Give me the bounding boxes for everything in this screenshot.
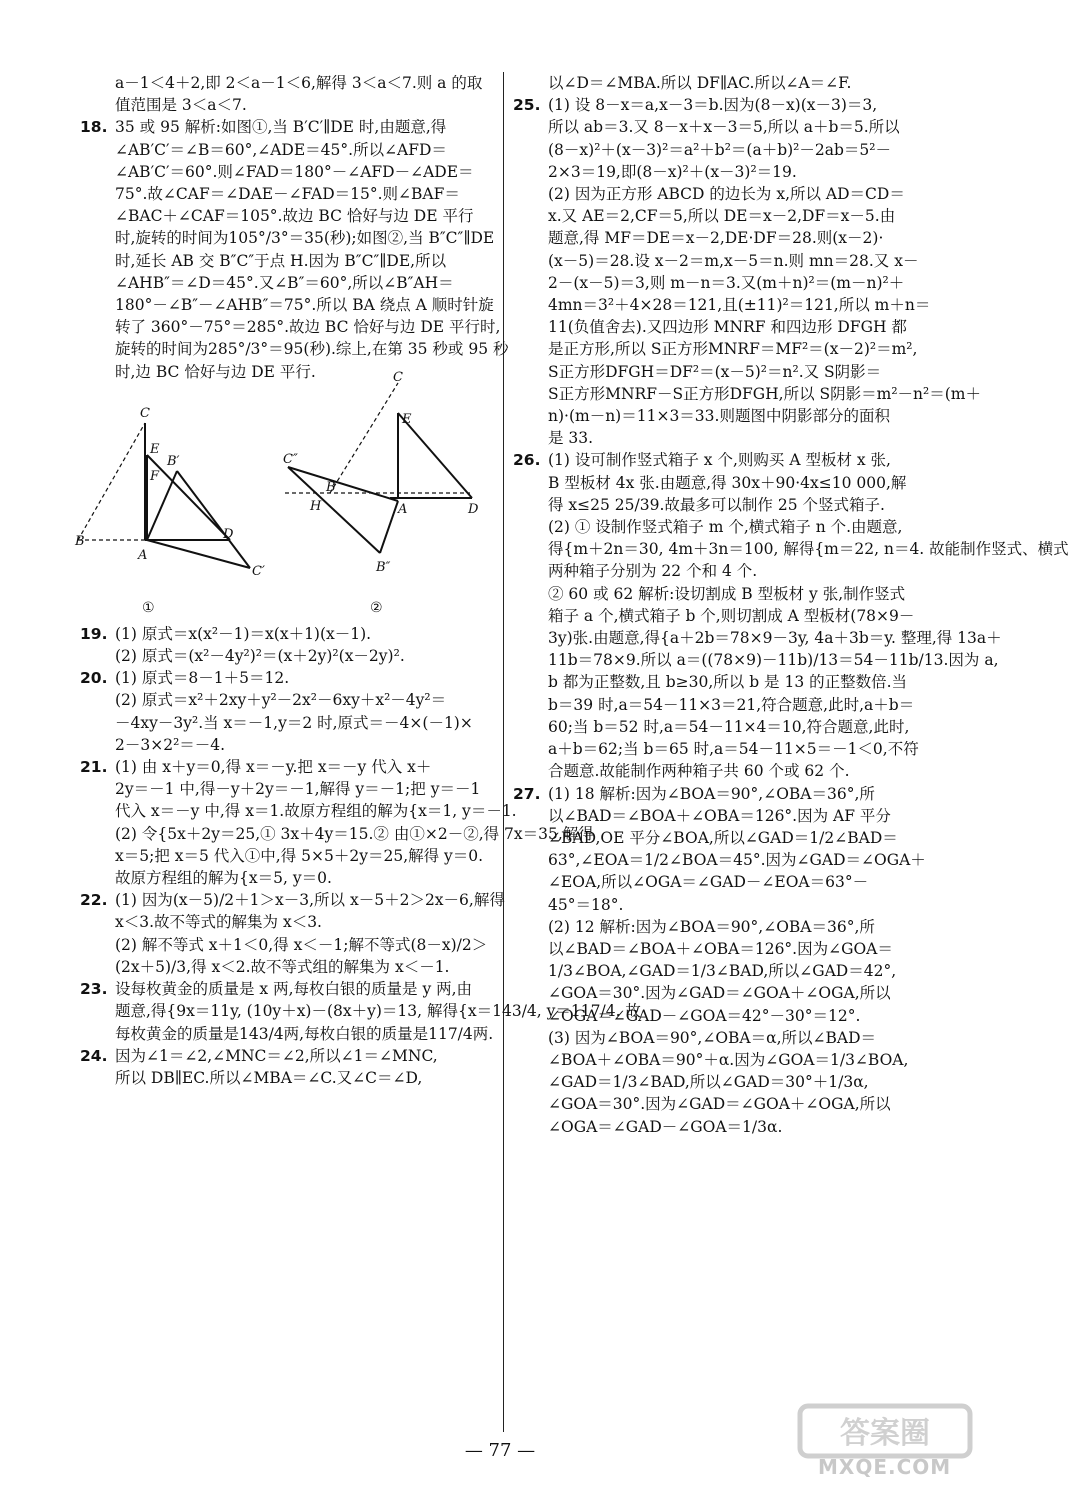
watermark-text: MXQE.COM [818, 1455, 952, 1479]
svg-text:C: C [140, 405, 150, 421]
figure-2-caption: ② [370, 599, 383, 616]
question-19: 19. (1) 原式＝x(x²－1)＝x(x＋1)(x－1). (2) 原式＝(x²－4y²)²＝(x＋2y)²(x－2y)². [80, 624, 405, 666]
question-27: 27. (1) 18 解析:因为∠BOA＝90°,∠OBA＝36°,所 以∠BAD＝∠BOA＋∠OBA＝126°.因为 AF 平分 ∠BAD,OE 平分∠BOA,所以∠GAD＝1/2∠BAD＝ 63°,∠EOA＝1/2∠BOA＝45°.因为∠GAD＝∠OGA＋ ∠EOA,所以∠OGA＝∠GAD－∠EOA＝63°－ 45°＝18°. (2) 12 解析:因为∠BOA＝90°,∠OBA＝36°,所 以∠BAD＝∠BOA＋∠OBA＝126°.因为∠GOA＝ 1/3∠BOA,∠GAD＝1/3∠BAD,所以∠GAD＝42°, ∠GOA＝30°.因为∠GAD＝∠GOA＋∠OGA,所以 ∠OGA＝∠GAD－∠GOA＝42°－30°＝12°. (3) 因为∠BOA＝90°,∠OBA＝α,所以∠BAD＝ ∠BOA＋∠OBA＝90°＋α.因为∠GOA＝1/3∠BOA, ∠GAD＝1/3∠BAD,所以∠GAD＝30°＋1/3α, ∠GOA＝30°.因为∠GAD＝∠GOA＋∠OGA,所以 ∠OGA＝∠GAD－∠GOA＝1/3α. [513, 784, 926, 1136]
question-20: 20. (1) 原式＝8－1＋5＝12. (2) 原式＝x²＋2xy＋y²－2x²－6xy＋x²－4y²＝ －4xy－3y².当 x＝－1,y＝2 时,原式＝－4×(－1)× 2－3×2²＝－4. [80, 669, 473, 754]
left-column [75, 72, 641, 1089]
svg-text:A: A [398, 501, 408, 517]
text-line: a－1＜4＋2,即 2＜a－1＜6,解得 3＜a＜7.则 a 的取 [115, 74, 483, 92]
figures [75, 369, 495, 623]
text-line: 以∠D＝∠MBA.所以 DF∥AC.所以∠A＝∠F. [548, 74, 852, 92]
svg-text:H: H [310, 498, 322, 514]
question-26: 26. (1) 设可制作竖式箱子 x 个,则购买 A 型板材 x 张, B 型板材 4x 张.由题意,得 30x＋90·4x≤10 000,解 得 x≤25 25/39.故最多可以制作 25 个竖式箱子. (2) ① 设制作竖式箱子 m 个,横式箱子 n 个.由题意, 得{m＋2n＝30, 4m＋3n＝100, 解得{m＝22, n＝4. 故能制作竖式、横式 两种箱子分别为 22 个和 4 个. ② 60 或 62 解析:设切割成 B 型板材 y 张,制作竖式 箱子 a 个,横式箱子 b 个,则切割成 A 型板材(78×9－ 3y)张.由题意,得{a＋2b＝78×9－3y, 4a＋3b＝y. 整理,得 13a＋ 11b＝78×9.所以 a＝((78×9)－11b)/13＝54－11b/13.因为 a, b 都为正整数,且 b≥30,所以 b 是 13 的正整数倍.当 b＝39 时,a＝54－11×3＝21,符合题意,此时,a＋b＝ 60;当 b＝52 时,a＝54－11×4＝10,符合题意,此时, a＋b＝62;当 b＝65 时,a＝54－11×5＝－1＜0,不符 合题意.故能制作两种箱子共 60 个或 62 个. [513, 451, 1069, 781]
question-18: 18. 35 或 95 解析:如图①,当 B′C′∥DE 时,由题意,得 ∠AB′C′＝∠B＝60°,∠ADE＝45°.所以∠AFD＝ ∠AB′C′＝60°.则∠FAD＝180°－∠AFD－∠ADE＝ 75°.故∠CAF＝∠DAE－∠FAD＝15°.则∠BAF＝ ∠BAC＋∠CAF＝105°.故边 BC 恰好与边 DE 平行 时,旋转的时间为105°/3°＝35(秒);如图②,当 B″C″∥DE 时,延长 AB 交 B″C″于点 H.因为 B″C″∥DE,所以 ∠AHB″＝∠D＝45°.又∠B″＝60°,所以∠B″AH＝ 180°－∠B″－∠AHB″＝75°.所以 BA 绕点 A 顺时针旋 转了 360°－75°＝285°.故边 BC 恰好与边 DE 平行时, 旋转的时间为285°/3°＝95(秒).综上,在第 35 秒或 95 秒 时,边 BC 恰好与边 DE 平行. [80, 118, 509, 381]
svg-text:F: F [150, 468, 160, 484]
svg-text:B′: B′ [167, 453, 180, 469]
svg-text:B: B [75, 533, 85, 549]
question-24: 24. 因为∠1＝∠2,∠MNC＝∠2,所以∠1＝∠MNC, 所以 DB∥EC.所以∠MBA＝∠C.又∠C＝∠D, [80, 1046, 438, 1087]
geometry-figures [75, 369, 495, 623]
svg-text:C″: C″ [283, 451, 298, 467]
svg-text:D: D [468, 501, 479, 517]
svg-text:D: D [223, 526, 234, 542]
page-number: — 77 — [464, 1440, 536, 1461]
svg-text:B″: B″ [376, 559, 391, 575]
question-23: 23. 设每枚黄金的质量是 x 两,每枚白银的质量是 y 两,由 题意,得{9x＝11y, (10y＋x)－(8x＋y)＝13, 解得{x＝143/4, y＝117/4. 故 每枚黄金的质量是143/4两,每枚白银的质量是117/4两. [80, 980, 641, 1043]
question-25: 25. (1) 设 8－x＝a,x－3＝b.因为(8－x)(x－3)＝3, 所以 ab＝3.又 8－x＋x－3＝5,所以 a＋b＝5.所以 (8－x)²＋(x－3)²＝a²＋b²＝(a＋b)²－2ab＝5²－ 2×3＝19,即(8－x)²＋(x－3)²＝19. (2) 因为正方形 ABCD 的边长为 x,所以 AD＝CD＝ x.又 AE＝2,CF＝5,所以 DE＝x－2,DF＝x－5.由 题意,得 MF＝DE＝x－2,DE·DF＝28.则(x－2)· (x－5)＝28.设 x－2＝m,x－5＝n.则 mn＝28.又 x－ 2－(x－5)＝3,则 m－n＝3.又(m＋n)²＝(m－n)²＋ 4mn＝3²＋4×28＝121,且(±11)²＝121,所以 m＋n＝ 11(负值舍去).又四边形 MNRF 和四边形 DFGH 都 是正方形,所以 S正方形MNRF＝MF²＝(x－2)²＝m², S正方形DFGH＝DF²＝(x－5)²＝n².又 S阴影＝ S正方形MNRF－S正方形DFGH,所以 S阴影＝m²－n²＝(m＋ n)·(m－n)＝11×3＝33.则题图中阴影部分的面积 是 33. [513, 96, 982, 448]
svg-text:C: C [393, 369, 403, 385]
svg-text:C′: C′ [252, 563, 265, 579]
column-divider [503, 72, 504, 1432]
svg-text:E: E [402, 411, 412, 427]
svg-text:B: B [326, 479, 336, 495]
question-21: 21. (1) 由 x＋y＝0,得 x＝－y.把 x＝－y 代入 x＋ 2y＝－1 中,得－y＋2y＝－1,解得 y＝－1;把 y＝－1 代入 x＝－y 中,得 x＝1.故原方程组的解为{x＝1, y＝－1. (2) 令{5x＋2y＝25,① 3x＋4y＝15.② 由①×2－②,得 7x＝35,解得 x＝5;把 x＝5 代入①中,得 5×5＋2y＝25,解得 y＝0. 故原方程组的解为{x＝5, y＝0. [80, 758, 594, 888]
right-column [513, 72, 1069, 1138]
svg-text:E: E [150, 441, 160, 457]
figure-1-caption: ① [142, 599, 155, 616]
svg-text:答案圈: 答案圈 [840, 1416, 930, 1451]
question-number: 18. [80, 118, 108, 137]
svg-text:A: A [138, 547, 148, 563]
question-22: 22. (1) 因为(x－5)/2＋1＞x－3,所以 x－5＋2＞2x－6,解得 x＜3.故不等式的解集为 x＜3. (2) 解不等式 x＋1＜0,得 x＜－1;解不等式(8－x)/2＞ (2x＋5)/3,得 x＜2.故不等式组的解集为 x＜－1. [80, 891, 505, 976]
text-line: 值范围是 3＜a＜7. [115, 96, 247, 115]
